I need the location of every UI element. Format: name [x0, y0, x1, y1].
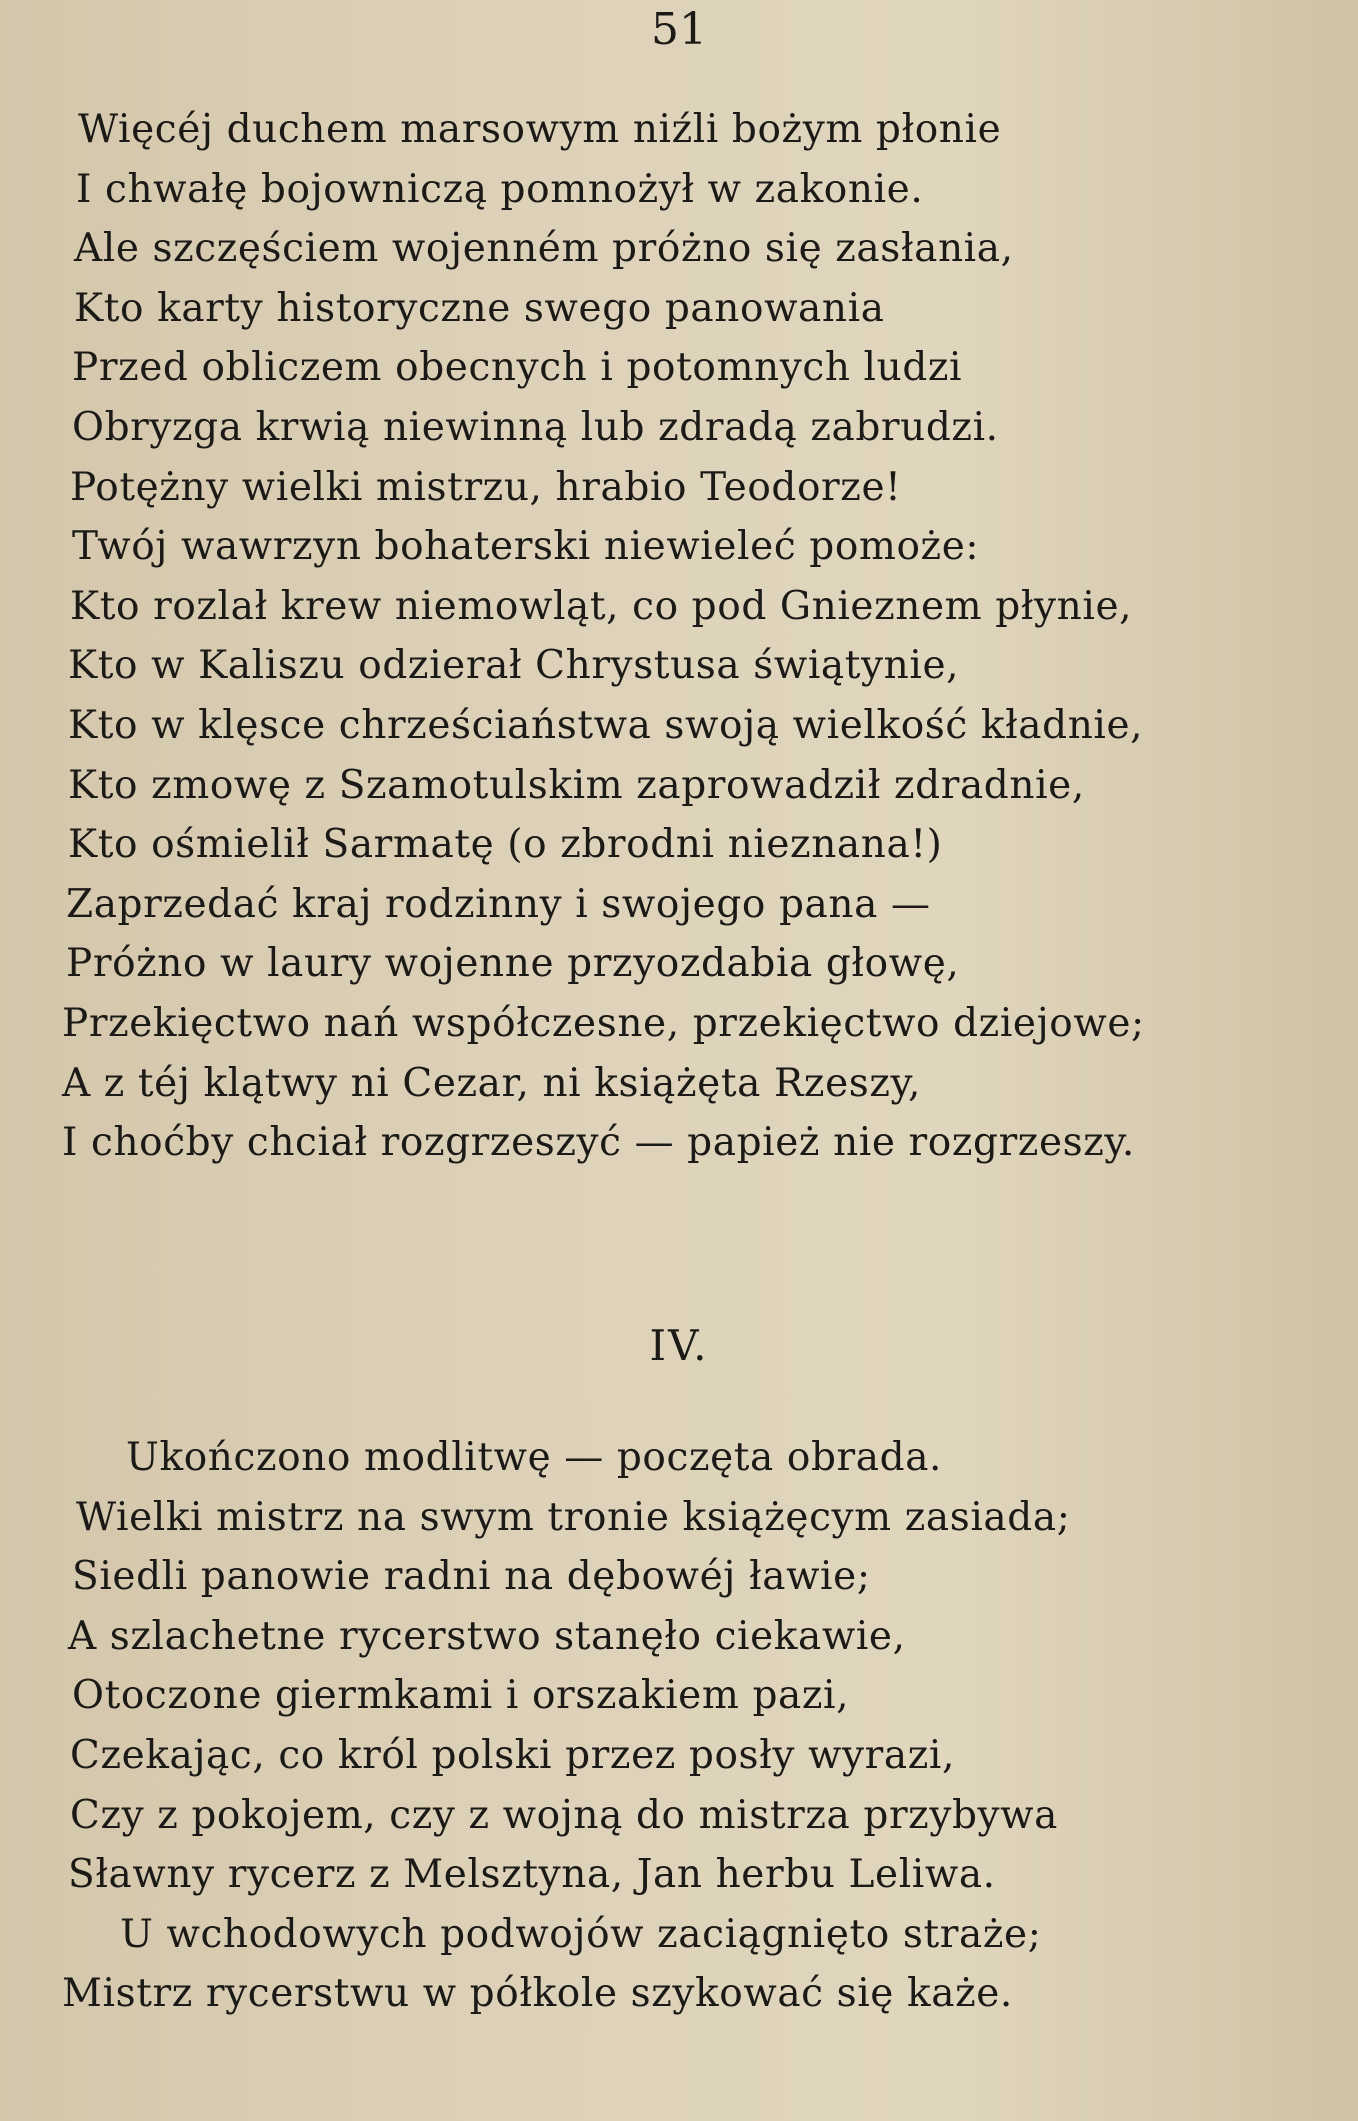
- verse-line: Wielki mistrz na swym tronie książęcym zasiada;: [76, 1494, 1071, 1540]
- verse-line: Czekając, co król polski przez posły wyrazi,: [70, 1732, 955, 1778]
- verse-line: Kto karty historyczne swego panowania: [74, 285, 885, 331]
- verse-line: Potężny wielki mistrzu, hrabio Teodorze!: [70, 464, 902, 510]
- verse-line: Twój wawrzyn bohaterski niewieleć pomoże:: [72, 524, 980, 570]
- stanza-first: [62, 100, 1145, 1173]
- verse-line: Siedli panowie radni na dębowéj ławie;: [72, 1554, 871, 1600]
- verse-line: Sławny rycerz z Melsztyna, Jan herbu Leliwa.: [68, 1852, 996, 1898]
- verse-line: Kto w klęsce chrześciaństwa swoją wielkość kładnie,: [68, 702, 1144, 748]
- page-number: 51: [651, 4, 707, 55]
- verse-line: I chwałę bojowniczą pomnożył w zakonie.: [76, 166, 924, 212]
- verse-line: Przekięctwo nań współczesne, przekięctwo dziejowe;: [62, 1000, 1145, 1046]
- verse-line: Próżno w laury wojenne przyozdabia głowę,: [66, 941, 960, 987]
- verse-line: U wchodowych podwojów zaciągnięto straże;: [120, 1911, 1042, 1957]
- verse-line: I choćby chciał rozgrzeszyć — papież nie rozgrzeszy.: [62, 1120, 1135, 1166]
- verse-line: A z téj klątwy ni Cezar, ni książęta Rzeszy,: [62, 1060, 921, 1106]
- verse-line: Ale szczęściem wojenném próżno się zasłania,: [74, 226, 1014, 272]
- verse-line: Przed obliczem obecnych i potomnych ludzi: [72, 345, 963, 391]
- verse-line: Kto rozlał krew niemowląt, co pod Gnieznem płynie,: [70, 583, 1133, 629]
- verse-line: Czy z pokojem, czy z wojną do mistrza przybywa: [70, 1792, 1058, 1838]
- verse-line: Kto ośmielił Sarmatę (o zbrodni nieznana!): [68, 822, 943, 868]
- stanza-second: [62, 1428, 1071, 2024]
- verse-line: A szlachetne rycerstwo stanęło ciekawie,: [68, 1613, 906, 1659]
- section-heading: IV.: [649, 1321, 709, 1370]
- verse-line: Mistrz rycerstwu w półkole szykować się każe.: [62, 1971, 1013, 2017]
- verse-line: Obryzga krwią niewinną lub zdradą zabrudzi.: [72, 404, 999, 450]
- verse-line: Więcéj duchem marsowym niźli bożym płonie: [78, 107, 1002, 152]
- verse-line: Otoczone giermkami i orszakiem pazi,: [72, 1673, 850, 1719]
- verse-line: Ukończono modlitwę — poczęta obrada.: [126, 1435, 943, 1480]
- verse-line: Kto w Kaliszu odzierał Chrystusa świątynie,: [68, 643, 960, 689]
- verse-line: Kto zmowę z Szamotulskim zaprowadził zdradnie,: [68, 762, 1085, 808]
- verse-line: Zaprzedać kraj rodzinny i swojego pana —: [66, 881, 931, 927]
